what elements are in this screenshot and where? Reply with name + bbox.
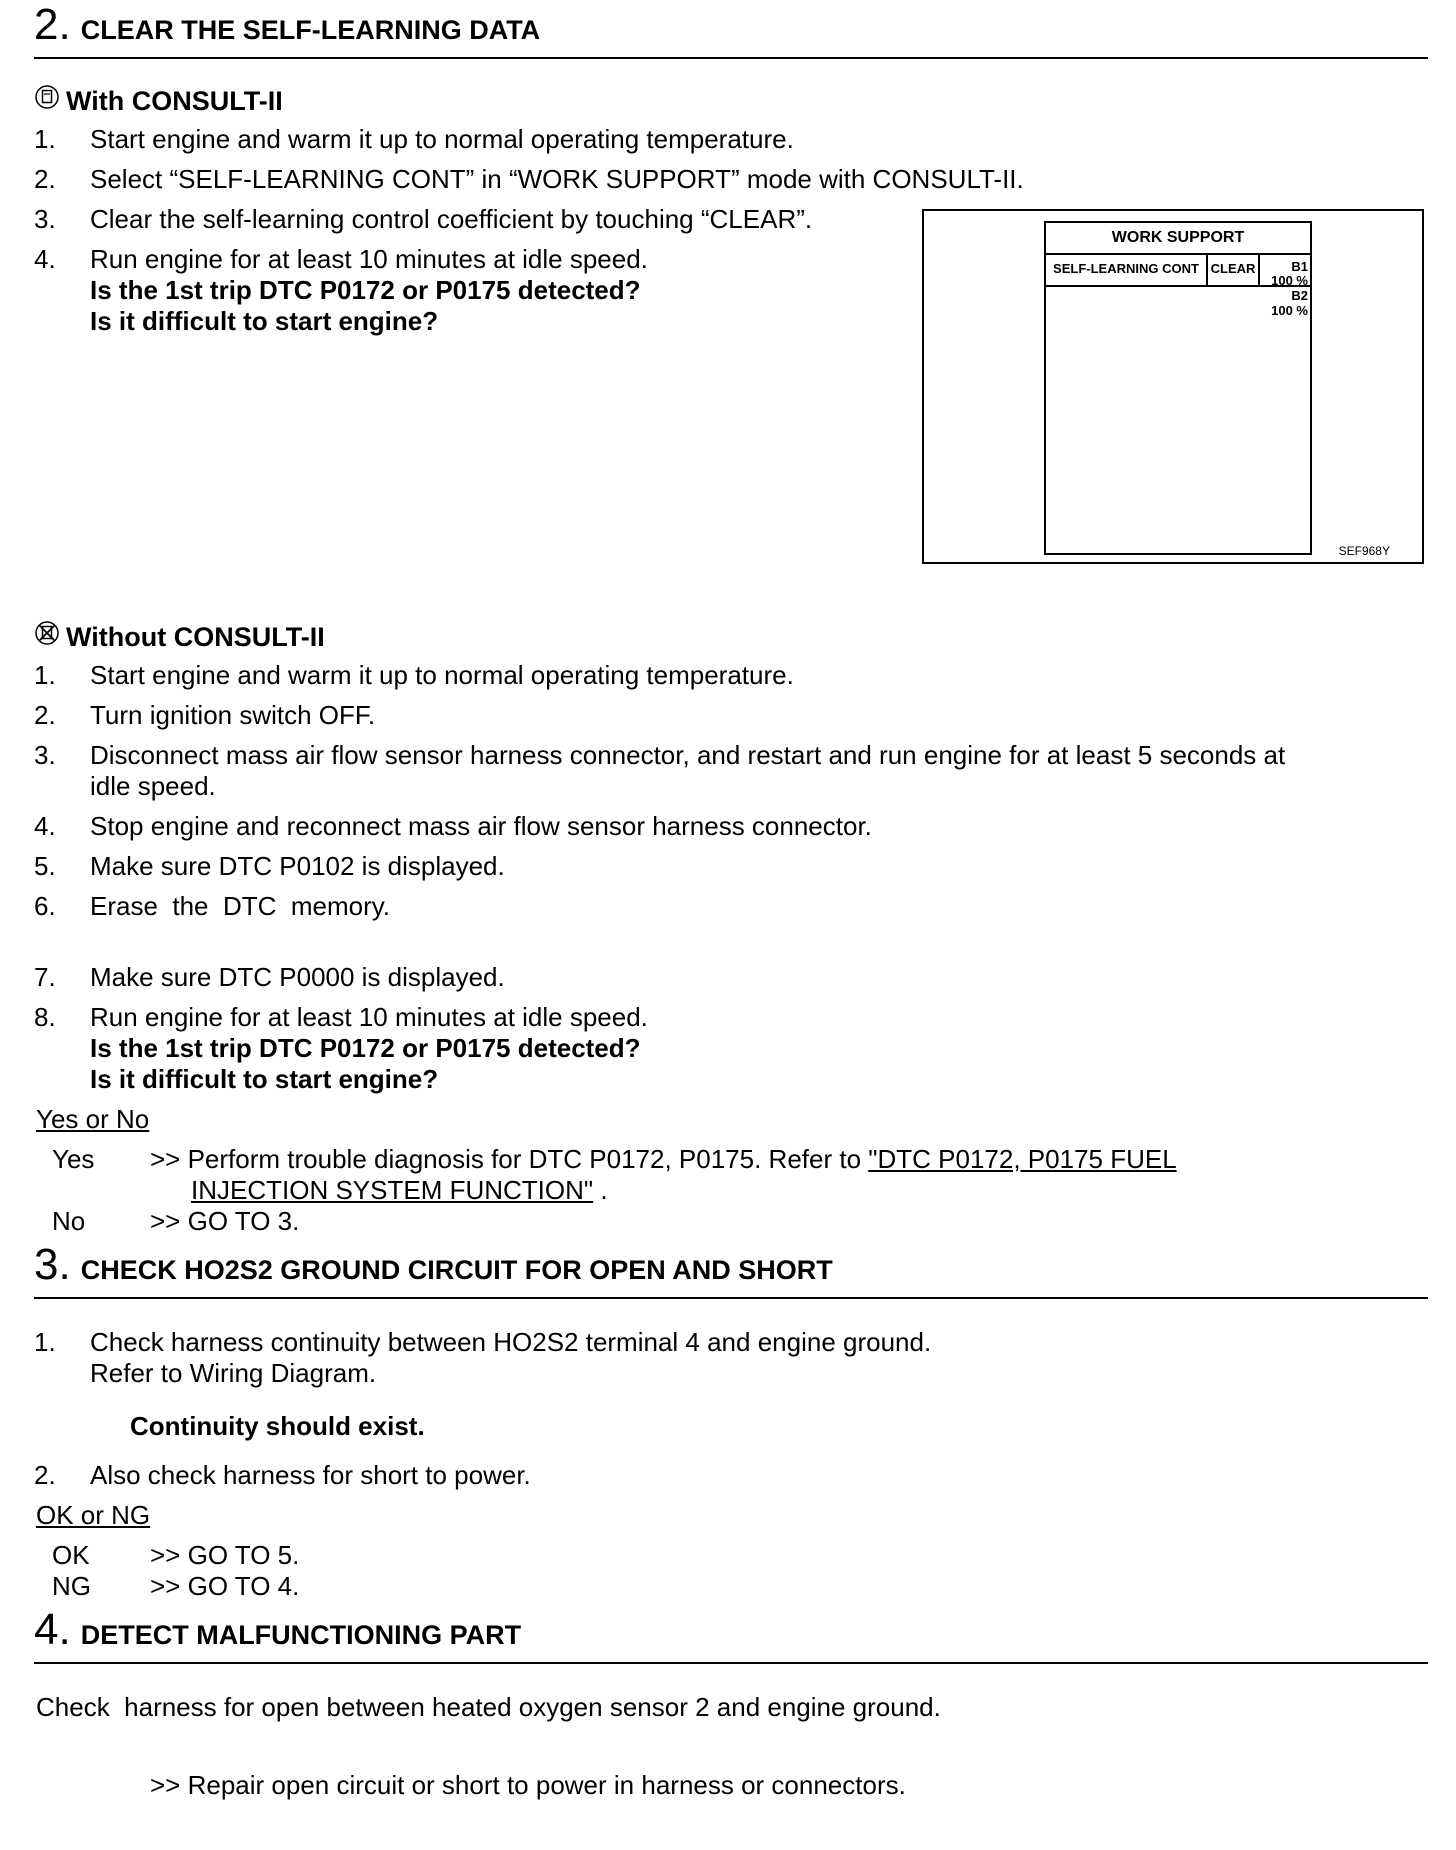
ok-label: OK [52, 1540, 90, 1570]
no-label: No [52, 1206, 86, 1236]
list-number: 1. [34, 124, 56, 154]
consult-screen [1044, 221, 1312, 555]
list-number: 3. [34, 204, 56, 234]
ok-text: >> GO TO 5. [150, 1540, 300, 1570]
step-number: 2. [34, 0, 71, 49]
list-number: 2. [34, 700, 56, 730]
question: Is the 1st trip DTC P0172 or P0175 detected? [90, 275, 641, 305]
ok-or-ng-heading: OK or NG [36, 1500, 151, 1530]
ng-label: NG [52, 1571, 91, 1601]
list-number: 2. [34, 1460, 56, 1490]
step-title: CLEAR THE SELF-LEARNING DATA [80, 15, 541, 45]
list-number: 1. [34, 1327, 56, 1357]
divider [34, 1662, 1428, 1664]
step-number: 4. [34, 1605, 71, 1654]
list-item: Make sure DTC P0000 is displayed. [90, 962, 505, 992]
screen-header: WORK SUPPORT [1046, 223, 1310, 255]
dtc-link-continued[interactable]: INJECTION SYSTEM FUNCTION" [191, 1175, 594, 1205]
list-item-continued: idle speed. [90, 771, 216, 801]
step-2-heading [34, 0, 540, 50]
question: Is it difficult to start engine? [90, 306, 439, 336]
list-item: Stop engine and reconnect mass air flow sensor harness connector. [90, 811, 872, 841]
list-item: Clear the self-learning control coefficient by touching “CLEAR”. [90, 204, 813, 234]
list-item: Turn ignition switch OFF. [90, 700, 376, 730]
b2-value: 100 % [1271, 303, 1308, 318]
list-number: 8. [34, 1002, 56, 1032]
list-number: 4. [34, 244, 56, 274]
yes-text: >> Perform trouble diagnosis for DTC P0172, P0175. Refer to "DTC P0172, P0175 FUEL [150, 1144, 1177, 1174]
consult-icon [34, 84, 66, 117]
figure-code: SEF968Y [1338, 544, 1390, 558]
list-number: 3. [34, 740, 56, 770]
list-item: Disconnect mass air flow sensor harness connector, and restart and run engine for at least 5 seconds at [90, 740, 1286, 770]
list-item: Check harness continuity between HO2S2 terminal 4 and engine ground. [90, 1327, 932, 1357]
clear-button: CLEAR [1208, 253, 1260, 285]
list-item: Run engine for at least 10 minutes at idle speed. [90, 244, 648, 274]
list-item: Run engine for at least 10 minutes at idle speed. [90, 1002, 648, 1032]
list-number: 5. [34, 851, 56, 881]
list-item: Also check harness for short to power. [90, 1460, 531, 1490]
list-item: Select “SELF-LEARNING CONT” in “WORK SUPPORT” mode with CONSULT-II. [90, 164, 1024, 194]
divider [34, 1297, 1428, 1299]
step-3-heading [34, 1240, 833, 1290]
no-text: >> GO TO 3. [150, 1206, 300, 1236]
without-consult-heading: Without CONSULT-II [34, 620, 325, 653]
work-support-figure [922, 209, 1424, 564]
list-item: Erase the DTC memory. [90, 891, 391, 921]
list-item: Make sure DTC P0102 is displayed. [90, 851, 505, 881]
divider [34, 57, 1428, 59]
b2-label: B2 [1291, 288, 1308, 303]
list-number: 7. [34, 962, 56, 992]
list-number: 6. [34, 891, 56, 921]
with-consult-heading: With CONSULT-II [34, 84, 283, 117]
yes-or-no-heading: Yes or No [36, 1104, 150, 1134]
b1-label: B1 [1291, 259, 1308, 274]
list-item: Start engine and warm it up to normal operating temperature. [90, 660, 794, 690]
question: Is the 1st trip DTC P0172 or P0175 detected? [90, 1033, 641, 1063]
spec-text: Continuity should exist. [130, 1411, 425, 1441]
list-item-continued: Refer to Wiring Diagram. [90, 1358, 377, 1388]
step-4-heading [34, 1605, 521, 1655]
list-item: Start engine and warm it up to normal operating temperature. [90, 124, 794, 154]
step-4-text: Check harness for open between heated oxygen sensor 2 and engine ground. [36, 1692, 941, 1722]
dtc-link[interactable]: "DTC P0172, P0175 FUEL [868, 1144, 1177, 1174]
step-4-action: >> Repair open circuit or short to power in harness or connectors. [150, 1770, 906, 1800]
step-title: DETECT MALFUNCTIONING PART [80, 1620, 522, 1650]
list-number: 4. [34, 811, 56, 841]
yes-text-continued: INJECTION SYSTEM FUNCTION" . [191, 1175, 608, 1205]
list-number: 1. [34, 660, 56, 690]
question: Is it difficult to start engine? [90, 1064, 439, 1094]
list-number: 2. [34, 164, 56, 194]
self-learning-cell: SELF-LEARNING CONT [1046, 253, 1208, 285]
yes-label: Yes [52, 1144, 95, 1174]
no-consult-icon [34, 620, 66, 653]
step-title: CHECK HO2S2 GROUND CIRCUIT FOR OPEN AND SHORT [80, 1255, 833, 1285]
step-number: 3. [34, 1240, 71, 1289]
ng-text: >> GO TO 4. [150, 1571, 300, 1601]
b1-value: 100 % [1271, 273, 1308, 288]
